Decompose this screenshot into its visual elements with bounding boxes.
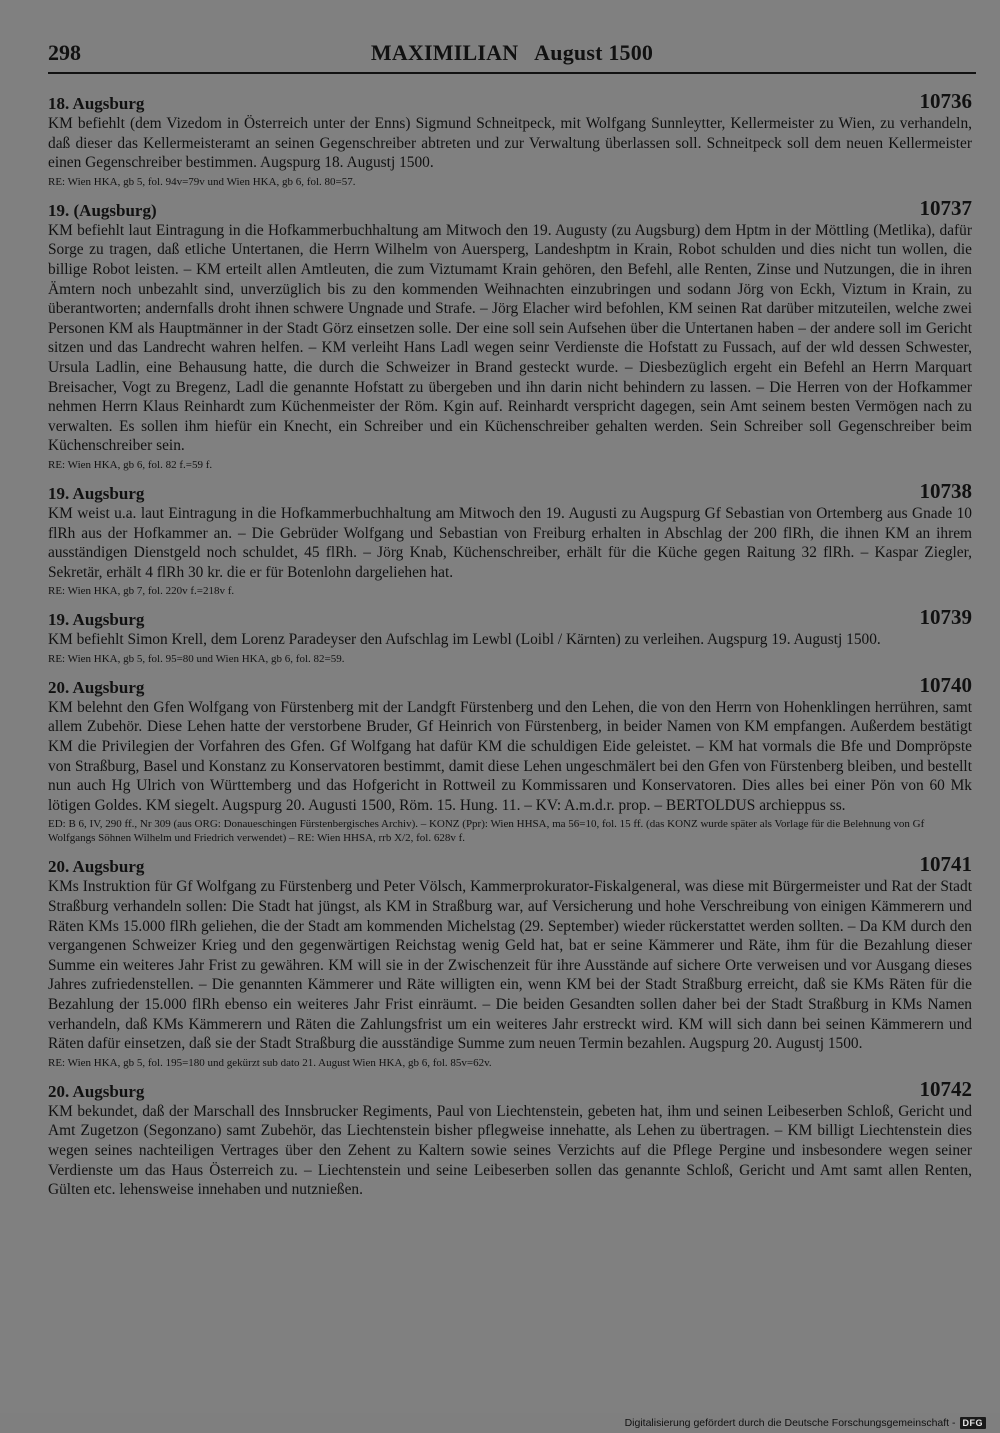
entry-number: 10738 (919, 478, 972, 503)
entry-number: 10740 (919, 672, 972, 697)
entry-reference: RE: Wien HKA, gb 5, fol. 195=180 und gekürzt sub dato 21. August Wien HKA, gb 6, fol. 85v=62v. (48, 1056, 492, 1069)
entry (48, 89, 972, 189)
entry-reference: RE: Wien HKA, gb 5, fol. 94v=79v und Wien HKA, gb 6, fol. 80=57. (48, 175, 356, 188)
entry (48, 195, 972, 472)
footer-credit (625, 1417, 986, 1429)
entry-date: 19. Augsburg (48, 483, 145, 503)
entry-number: 10736 (919, 89, 972, 113)
entry-text: KM befiehlt (dem Vizedom in Österreich unter der Enns) Sigmund Schneitpeck, mit Wolfgang Sunnleytter, Kellermeister zu Wien, zu verhandeln, daß dieser das Kellermeisteramt an seinen Gegenschreiber abtreten und zur Verwaltung überlassen soll. Schneitpeck soll dem neuen Kellermeister einen Gegenschreiber bestimmen. Augspurg 18. Augustj 1500. (48, 115, 972, 172)
entry-date: 19. (Augsburg) (48, 200, 157, 220)
entry (48, 605, 972, 666)
entry-number: 10739 (919, 605, 972, 630)
entry-date: 19. Augsburg (48, 610, 145, 630)
entry-number: 10742 (919, 1076, 972, 1101)
entry-number: 10737 (919, 195, 972, 220)
header-rule (48, 72, 976, 74)
running-title: MAXIMILIAN August 1500 (370, 40, 654, 65)
entries-list (48, 89, 972, 1210)
entry-text: KM befiehlt laut Eintragung in die Hofkammerbuchhaltung am Mitwoch den 19. Augusty (zu Augsburg) dem Hptm in der Möttling (Metlika), dafür Sorge zu tragen, daß etliche Untertanen, die Herrn Wilhelm von Auersperg, Landeshptm in Krain, Robot schulden und dies nicht tun wollen, die billige Robot leisten. – KM erteilt allen Amtleuten, die zum Viztumamt Krain gehören, den Befehl, alle Renten, Zinse und Nutzungen, die in ihren Ämtern noch unbezahlt sind, unverzüglich bis zu den kommenden Weihnachten einzubringen und sodann Jörg von Eckh, Viztum in Krain, zu überantworten; andernfalls droht ihnen schwere Ungnade und Strafe. – Jörg Elacher wird befohlen, KM seinen Rat darüber mitzuteilen, welche zwei Personen KM als Hauptmänner in der Stadt Görz einsetzen solle. Der eine soll sein Aufsehen über die Untertanen haben – der andere soll im Gericht sitzen und das Landrecht wahren helfen. – KM verleiht Hans Ladl wegen seinr Verdienste die Hofstatt zu Fussach, auf der wld dessen Schwester, Ursula Ladlin, eine Behausung hatte, die durch die Schweizer in Brand gesteckt wurde. – Diesbezüglich ergeht ein Befehl an Herrn Marquart Breisacher, Vogt zu Bregenz, Ladl die genannte Hofstatt zu übergeben und ihn darin nicht behindern zu lassen. – Die Herren von der Hofkammer nehmen Herrn Klaus Reinhardt zum Küchenmeister der Röm. Kgin auf. Reinhardt verspricht dagegen, sein Amt seinem besten Vermögen nach zu verwalten. Es sollen ihm hiefür ein Knecht, ein Schreiber und ein Küchenschreiber gehalten werden. Sein Schreiber soll Gegenschreiber beim Küchenschreiber sein. (48, 221, 972, 455)
entry-text: KMs Instruktion für Gf Wolfgang zu Fürstenberg und Peter Völsch, Kammerprokurator-Fiskalgeneral, was diese mit Bürgermeister und Rat der Stadt Straßburg verhandeln sollen: Die Stadt hat jüngst, als KM in Straßburg war, auf Versicherung und hohe Verschreibung von einigen Kämmerern und Räten KMs 15.000 flRh geliehen, die der Stadt am kommenden Michelstag (29. September) wieder rückerstattet werden sollten. – Da KM durch den vergangenen Schweizer Krieg und den gegenwärtigen Reichstag wenig Geld hat, bat er seine Kämmerer und Räte, ihm für die Bezahlung dieser Summe ein weiteres Jahr Frist zu gewähren. KM will sie in der Zwischenzeit für ihre Ausstände auf sichere Orte verweisen und vor Ausgang dieses Jahres zufriedenstellen. – Die genannten Kämmerer und Räte willigten ein, wenn KM bei der Stadt Straßburg erreicht, daß sie KMs Räten für die Bezahlung der 15.000 flRh ebenso ein weiteres Jahr Frist einräumt. – Die beiden Gesandten sollen daher bei der Stadt Straßburg in KMs Namen verhandeln, daß KMs Kämmerern und Räten die Zahlungsfrist um ein weiteres Jahr erstreckt wird. KM will sich dann bei seinen Kämmerern und Räten dafür einsetzen, daß sie der Stadt Straßburg die ausständige Summe zum neuen Termin bezahlen. Augspurg 20. Augustj 1500. (48, 878, 972, 1053)
credit-text: Digitalisierung gefördert durch die Deutsche Forschungsgemeinschaft - (624, 1417, 956, 1429)
entry-date: 18. Augsburg (48, 94, 145, 113)
entry-date: 20. Augsburg (48, 857, 145, 877)
entry-text: KM befiehlt Simon Krell, dem Lorenz Paradeyser den Aufschlag im Lewbl (Loibl / Kärnten) zu verleihen. Augspurg 19. Augustj 1500. (48, 631, 881, 649)
entry-text: KM bekundet, daß der Marschall des Innsbrucker Regiments, Paul von Liechtenstein, gebeten hat, ihm und seinen Leibeserben Schloß, Gericht und Amt Zugetzon (Segonzano) samt Zubehör, das Liechtenstein bisher pflegweise innehatte, als Lehen zu übertragen. – KM billigt Liechtenstein dies wegen seines nachteiligen Vertrages über den Zehent zu Kaltern sowie seines Verzichts auf die Pflege Pergine und insbesondere wegen seiner Verdienste um das Haus Österreich zu. – Liechtenstein und seine Leibeserben sollen das genannte Schloß, Gericht und Amt samt allen Renten, Gülten etc. lehensweise innehaben und nutznießen. (48, 1102, 972, 1199)
page-header (48, 40, 976, 70)
entry-date: 20. Augsburg (48, 677, 145, 697)
entry-reference: RE: Wien HKA, gb 5, fol. 95=80 und Wien HKA, gb 6, fol. 82=59. (48, 652, 345, 665)
dfg-logo: DFG (960, 1417, 987, 1429)
entry-reference: RE: Wien HKA, gb 6, fol. 82 f.=59 f. (48, 458, 213, 471)
entry (48, 672, 972, 846)
entry-text: KM belehnt den Gfen Wolfgang von Fürstenberg mit der Landgft Fürstenberg und den Lehen, die von den Herrn von Hohenklingen herrühren, samt allem Zubehör. Diese Lehen hatte der verstorbene Bruder, Gf Heinrich von Fürstenberg, in beider Namen von KM empfangen. Außerdem bestätigt KM die Privilegien der Vorfahren des Gfen. Gf Wolfgang hat dafür KM die schuldigen Eide geleistet. – KM hat vormals die Bfe und Dompröpste von Straßburg, Basel und Konstanz zu Konservatoren bestimmt, damit diese Lehen ungeschmälert bei den Gfen von Fürstenberg bleiben, und bestellt nun auch Hg Ulrich von Württemberg und das Hofgericht in Rottweil zu Kommissaren und Konservatoren. Dies alles bei einer Pön von 60 Mk lötigen Goldes. KM siegelt. Augspurg 20. Augusti 1500, Röm. 15. Hung. 11. – KV: A.m.d.r. prop. – BERTOLDUS archieppus ss. (48, 698, 972, 814)
entry-reference: RE: Wien HKA, gb 7, fol. 220v f.=218v f. (48, 585, 235, 598)
entry-reference: ED: B 6, IV, 290 ff., Nr 309 (aus ORG: Donaueschingen Fürstenbergisches Archiv). – KONZ (Ppr): Wien HHSA, ma 56=10, fol. 15 ff. (das KONZ wurde später als Vorlage für die Belehnung von Gf Wolfgangs Söhnen Wilhelm und Friedrich verwendet) – RE: Wien HHSA, rrb X/2, fol. 628v f. (48, 818, 925, 845)
entry (48, 478, 972, 598)
entry-date: 20. Augsburg (48, 1081, 145, 1101)
entry-number: 10741 (919, 852, 972, 877)
entry-text: KM weist u.a. laut Eintragung in die Hofkammerbuchhaltung am Mitwoch den 19. Augusti zu Augspurg Gf Sebastian von Ortemberg aus Gnade 10 flRh aus der Hofkammer an. – Die Gebrüder Wolfgang und Sebastian von Freiburg erhalten in Abschlag der 200 flRh, die ihnen KM an ihrem ausständigen Dienstgeld noch schuldet, 45 flRh. – Jörg Knab, Küchenschreiber, erhält für die Küche gegen Raitung 32 flRh. – Kaspar Ziegler, Sekretär, erhält 4 flRh 30 kr. die er für Botenlohn dargeliehen hat. (48, 504, 972, 581)
entry (48, 852, 972, 1069)
page-number: 298 (48, 40, 81, 65)
entry (48, 1076, 972, 1200)
